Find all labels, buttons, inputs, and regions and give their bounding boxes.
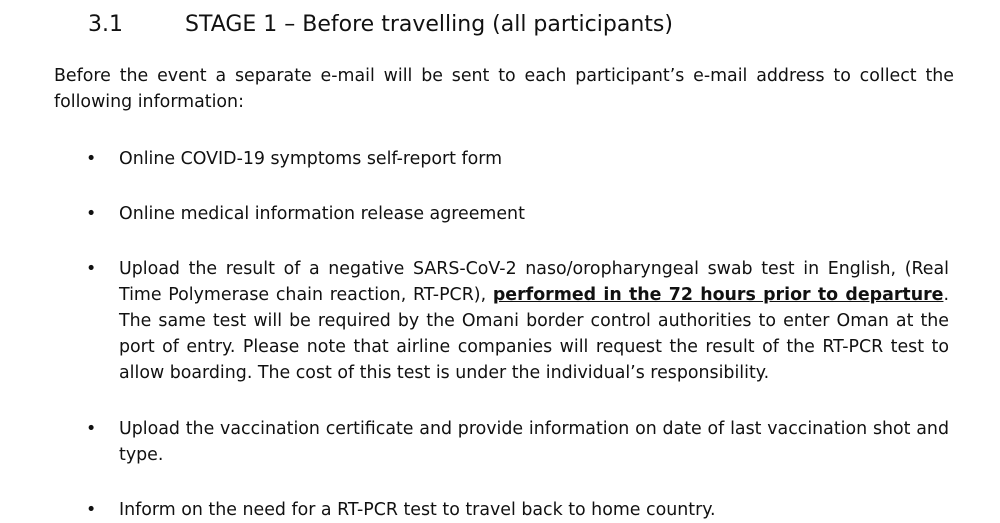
bullet-icon: • <box>86 259 97 279</box>
bullet-icon: • <box>86 149 97 169</box>
intro-paragraph: Before the event a separate e-mail will be sent to each participant’s e-mail address to collect the following information: <box>54 66 954 112</box>
section-title: STAGE 1 – Before travelling (all participants) <box>185 12 673 37</box>
list-item-text: Inform on the need for a RT-PCR test to travel back to home country. <box>119 500 716 520</box>
bullet-icon: • <box>86 419 97 439</box>
section-number: 3.1 <box>88 12 123 37</box>
list-item-text: Online medical information release agreement <box>119 204 525 224</box>
list-item-text <box>119 256 949 386</box>
text-segment: Upload the result of a negative SARS-CoV-2 naso/oropharyngeal swab test in English, (Real Time Polymerase chain reaction, RT-PCR), <box>119 259 949 305</box>
text-segment: . The same test will be required by the Omani border control authorities to enter Oman at the port of entry. Please note that airline companies will request the result of the RT-PCR test to allow boarding. The cost of this test is under the individual’s responsibility. <box>119 285 949 383</box>
bullet-icon: • <box>86 204 97 224</box>
emphasized-text: performed in the 72 hours prior to departure <box>492 285 944 305</box>
bullet-icon: • <box>86 500 97 520</box>
list-item-text: Upload the vaccination certificate and provide information on date of last vaccination shot and type. <box>119 419 949 465</box>
list-item-text: Online COVID-19 symptoms self-report form <box>119 149 503 169</box>
